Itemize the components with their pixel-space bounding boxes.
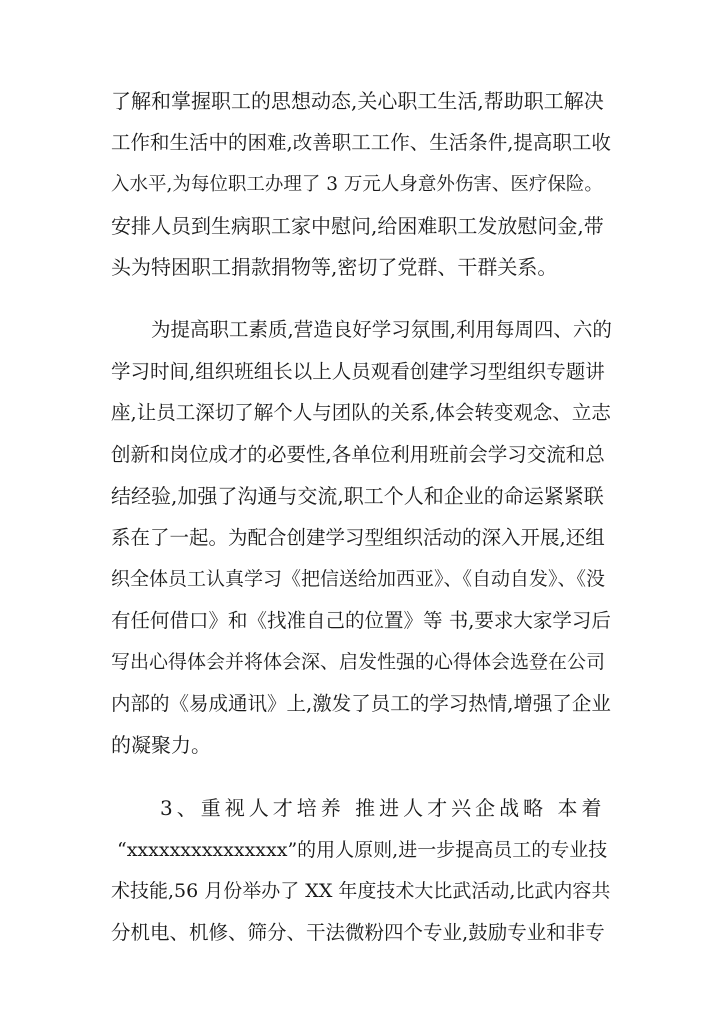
text-line: 工作和生活中的困难,改善职工工作、生活条件,提高职工收 [111,131,611,154]
text-line: 术技能,56 月份举办了 XX 年度技术大比武活动,比武内容共 [111,880,611,902]
text-line: 学习时间,组织班组长以上人员观看创建学习型组织专题讲 [111,360,605,383]
text-line: 结经验,加强了沟通与交流,职工个人和企业的命运紧紧联 [111,484,604,508]
text-line: 入水平,为每位职工办理了 3 万元人身意外伤害、医疗保险。 [111,174,603,195]
text-line: 座,让员工深切了解个人与团队的关系,体会转变观念、立志 [111,401,611,424]
text-line: 创新和岗位成才的必要性,各单位利用班前会学习交流和总 [111,443,605,466]
text-line: 织全体员工认真学习《把信送给加西亚》、《自动自发》、《没 [111,568,606,590]
text-line: 头为特困职工捐款捐物等,密切了党群、干群关系。 [111,255,558,279]
section-heading-line: 3、重视人才培养 推进人才兴企战略 本着 [160,796,606,820]
text-line: 写出心得体会并将体会深、启发性强的心得体会选登在公司 [111,651,606,673]
text-line: 为提高职工素质,营造良好学习氛围,利用每周四、六的 [151,318,612,341]
text-line: 的凝聚力。 [111,733,211,757]
text-line: 分机电、机修、筛分、干法微粉四个专业,鼓励专业和非专 [111,921,605,944]
text-line: “xxxxxxxxxxxxxxx”的用人原则,进一步提高员工的专业技 [117,839,608,861]
text-line: 有任何借口》和《找准自己的位置》等 书,要求大家学习后 [111,609,611,632]
text-line: 了解和掌握职工的思想动态,关心职工生活,帮助职工解决 [111,89,604,113]
text-line: 安排人员到生病职工家中慰问,给困难职工发放慰问金,带 [111,214,604,238]
text-line: 内部的《易成通讯》上,激发了员工的学习热情,增强了企业 [111,692,611,715]
text-line: 系在了一起。为配合创建学习型组织活动的深入开展,还组 [111,526,605,549]
